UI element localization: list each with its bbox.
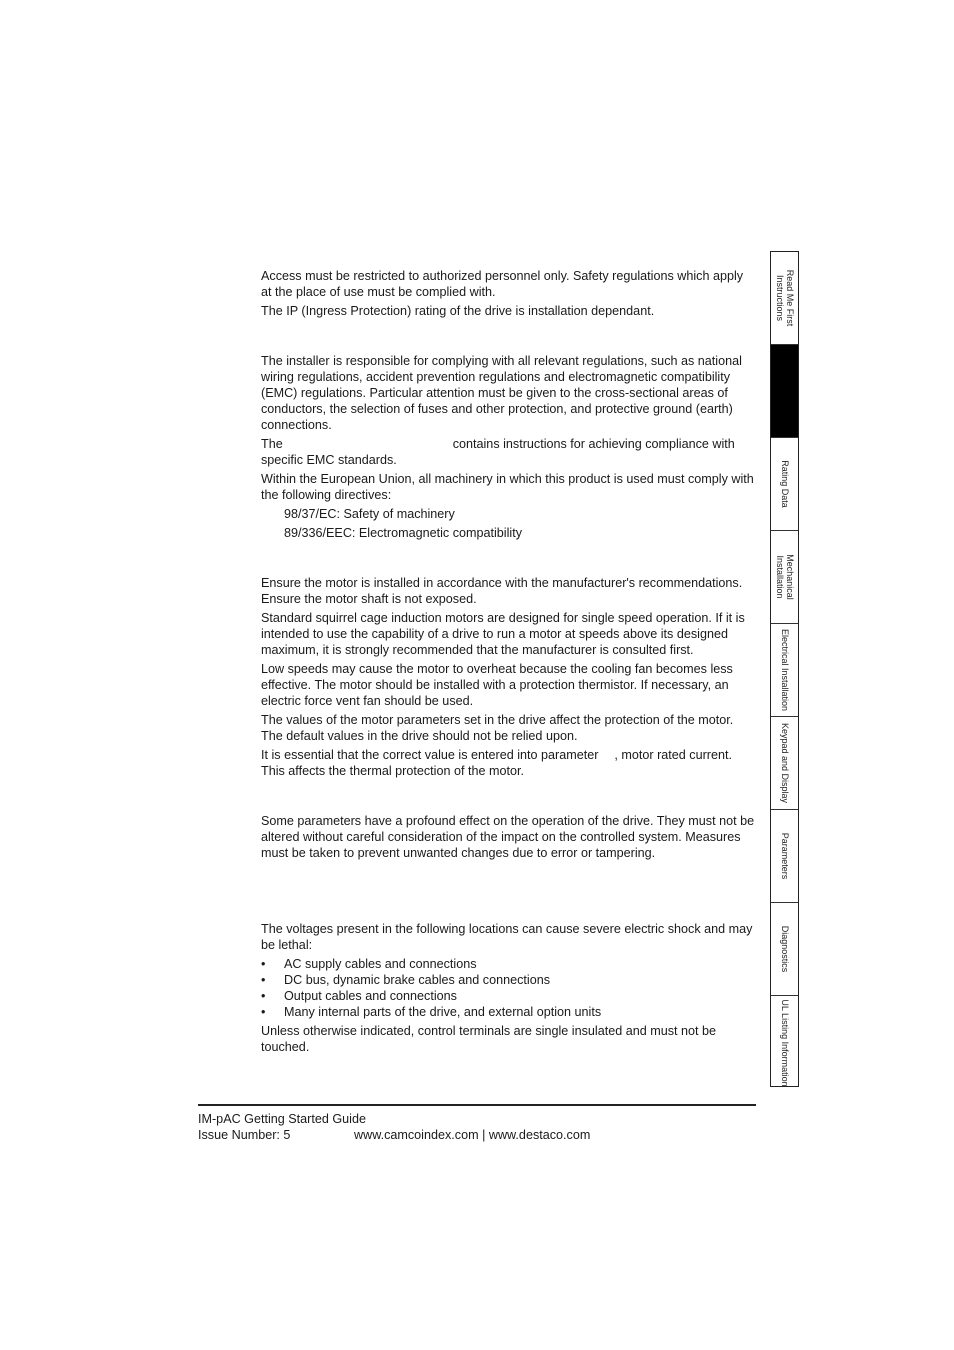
tab-read-me-first[interactable]: Read Me First Instructions [771,252,798,345]
motor-paragraph-2: Standard squirrel cage induction motors are designed for single speed operation. If it is intended to use the capability of a drive to run a motor at speeds above its designed maximum, it is strongly recommended that the manufacturer is consulted first. [261,611,745,657]
access-paragraph-1: Access must be restricted to authorized personnel only. Safety regulations which apply at the place of use must be complied with. [261,269,744,299]
tab-mechanical-installation[interactable]: Mechanical Installation [771,531,798,624]
footer-issue-number: Issue Number: 5 [198,1128,291,1142]
list-item: • Output cables and connections [261,989,457,1003]
tab-safety-active[interactable] [771,345,798,438]
compliance-paragraph-2 [261,436,757,468]
bullet-glyph: • [261,957,266,971]
tab-electrical-installation[interactable]: Electrical Installation [771,624,798,717]
footer-guide-title: IM-pAC Getting Started Guide [198,1112,366,1126]
list-item: • Many internal parts of the drive, and external option units [261,1005,602,1019]
compliance-p2-start: The [261,437,283,451]
list-item: • DC bus, dynamic brake cables and connections [261,973,551,987]
motor-p5-end: , motor rated current. This affects the thermal protection of the motor. [261,748,732,778]
voltages-paragraph-2: Unless otherwise indicated, control terminals are single insulated and must not be touched. [261,1024,717,1054]
motor-paragraph-5 [261,747,757,779]
footer-urls: www.camcoindex.com | www.destaco.com [354,1128,591,1142]
parameters-paragraph-1: Some parameters have a profound effect on the operation of the drive. They must not be altered without careful consideration of the impact on the controlled system. Measures must be taken to prevent unwanted changes due to error or tampering. [261,814,755,860]
motor-paragraph-4: The values of the motor parameters set in the drive affect the protection of the motor. The default values in the drive should not be relied upon. [261,713,734,743]
tab-keypad-and-display[interactable]: Keypad and Display [771,717,798,810]
voltages-paragraph-1: The voltages present in the following locations can cause severe electric shock and may be lethal: [261,922,753,952]
bullet-glyph: • [261,973,266,987]
chapter-tabs [770,251,799,1087]
list-item: • AC supply cables and connections [261,957,477,971]
tab-ul-listing[interactable]: UL Listing Information [779,998,790,1087]
voltage-locations-list [261,956,757,1020]
compliance-paragraph-3: Within the European Union, all machinery in which this product is used must comply with the following directives: [261,472,754,502]
access-paragraph-2: The IP (Ingress Protection) rating of the drive is installation dependant. [261,304,655,318]
directive-emc: 89/336/EEC: Electromagnetic compatibility [284,526,522,540]
bullet-glyph: • [261,989,266,1003]
bullet-glyph: • [261,1005,266,1019]
page-body [261,268,757,1058]
compliance-paragraph-1: The installer is responsible for complying with all relevant regulations, such as national wiring regulations, accident prevention regulations and electromagnetic compatibility (EMC) regulations. Particular attention must be given to the cross-sectional areas of conductors, the selection of fuses and other protection, and protective ground (earth) connections. [261,354,742,432]
motor-paragraph-1: Ensure the motor is installed in accordance with the manufacturer's recommendations. Ensure the motor shaft is not exposed. [261,576,743,606]
motor-paragraph-3: Low speeds may cause the motor to overheat because the cooling fan becomes less effective. The motor should be installed with a protection thermistor. If necessary, an electric force vent fan should be used. [261,662,733,708]
directive-machinery: 98/37/EC: Safety of machinery [284,507,455,521]
tab-parameters[interactable]: Parameters [771,810,798,903]
tab-rating-data[interactable]: Rating Data [771,438,798,531]
compliance-p2-end: contains instructions for achieving compliance with specific EMC standards. [261,437,735,467]
motor-p5-start: It is essential that the correct value is entered into parameter [261,748,599,762]
footer-rule [198,1104,756,1106]
page-footer [198,1111,590,1143]
tab-diagnostics[interactable]: Diagnostics [771,903,798,996]
